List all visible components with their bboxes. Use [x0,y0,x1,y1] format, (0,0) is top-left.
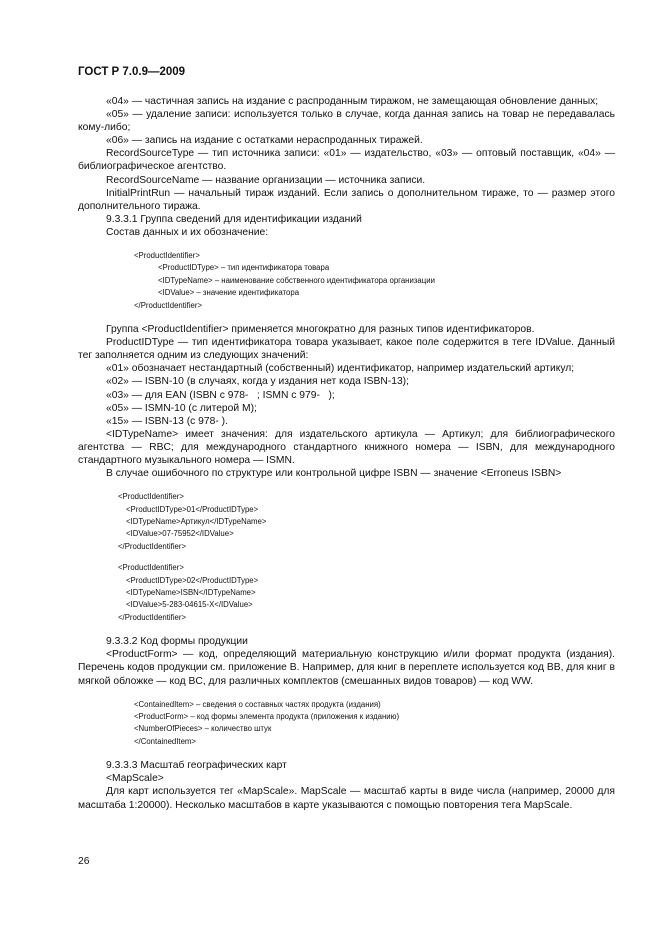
page-number: 26 [78,856,90,867]
paragraph: «01» обозначает нестандартный (собственный) идентификатор, например издательский артикул; [106,363,575,375]
code-block-contained-item [78,699,615,749]
paragraph: Для карт используется тег «MapScale». MapScale — масштаб карты в виде числа (например, 20000 для масштаба 1:20000). Несколько масштабов в карте указываются с помощью повторения тега MapScale. [78,786,615,811]
code-line: <ProductIdentifier> [134,251,200,261]
paragraph: «04» — частичная запись на издание с распроданным тиражом, не замещающая обновление данных; [106,96,599,107]
code-line: </ProductIdentifier> [134,300,203,310]
paragraph: <ProductForm> — код, определяющий материальную конструкцию и/или формат продукта (издания). Перечень кодов продукции см. приложение В. Например, для книг в переплете используется код BB, для книг в мягкой обложке — код BC, для различных комплектов (смешанных видов товаров) — код WW. [78,649,615,687]
code-line: </ProductIdentifier> [118,541,187,551]
code-block-identifier-structure [78,250,615,312]
code-line: <IDTypeName>Артикул</IDTypeName> [126,517,267,526]
paragraph: InitialPrintRun — начальный тираж изданий. Если запись о дополнительном тираже, то — размер этого дополнительного тиража. [78,187,615,212]
paragraph: «15» — ISBN-13 (с 978- ). [106,415,228,427]
paragraph: «05» — ISMN-10 (с литерой M); [106,402,257,414]
paragraph: В случае ошибочного по структуре или контрольной цифре ISBN — значение <Erroneus ISBN> [106,468,562,480]
code-line: <IDTypeName> – наименование собственного идентификатора организации [158,275,435,285]
code-line: <ProductIDType>01</ProductIDType> [126,504,259,514]
paragraph: ProductIDType — тип идентификатора товара указывает, какое поле содержится в теге IDValue. Данный тег заполняется одним из следующих значений: [78,337,615,362]
paragraph: «05» — удаление записи: используется только в случае, когда данная запись на товар не передавалась кому-либо; [78,109,615,134]
code-line: <ProductIdentifier> [118,492,184,502]
code-line: <IDValue> – значение идентификатора [158,288,300,298]
paragraph: «02» — ISBN-10 (в случаях, когда у издания нет кода ISBN-13); [106,376,409,388]
paragraph: Состав данных и их обозначение: [106,226,269,238]
section-heading-9-3-3-2: 9.3.3.2 Код формы продукции [106,636,248,648]
paragraph: «03» — для EAN (ISBN с 978- ; ISMN с 979- ); [106,389,335,401]
code-line: </ContainedItem> [134,736,196,746]
code-block-example-article [78,491,615,553]
code-line: <ProductForm> – код формы элемента продукта (приложения к изданию) [134,712,400,722]
code-line: <IDValue>07-75952</IDValue> [126,529,234,539]
paragraph: Группа <ProductIdentifier> применяется многократно для разных типов идентификаторов. [106,324,535,336]
code-line: <NumberOfPieces> – количество штук [134,724,272,734]
document-body [78,95,615,812]
code-line: <ContainedItem> – сведения о составных частях продукта (издания) [134,699,381,709]
paragraph: <MapScale> [106,773,164,785]
code-line: <ProductIdentifier> [118,563,184,573]
code-block-example-isbn [78,562,615,624]
paragraph: <IDTypeName> имеет значения: для издательского артикула — Артикул; для библиографического агентства — RBC; для международного стандартного книжного номера — ISBN, для международного стандартного музыкального номера — ISMN. [78,428,615,466]
paragraph: «06» — запись на издание с остатками нераспроданных тиражей. [106,135,423,147]
paragraph: RecordSourceName — название организации — источника записи. [106,174,426,186]
code-line: <IDValue>5-283-04615-X</IDValue> [126,600,253,610]
page-header-title: ГОСТ Р 7.0.9—2009 [78,66,186,78]
code-line: <ProductIDType>02</ProductIDType> [126,575,259,585]
code-line: <ProductIDType> – тип идентификатора товара [158,263,330,273]
code-line: </ProductIdentifier> [118,612,187,622]
section-heading-9-3-3-3: 9.3.3.3 Масштаб географических карт [106,760,287,772]
code-line: <IDTypeName>ISBN</IDTypeName> [126,588,256,598]
section-heading-9-3-3-1: 9.3.3.1 Группа сведений для идентификации изданий [106,213,362,225]
paragraph: RecordSourceType — тип источника записи: «01» — издательство, «03» — оптовый поставщик, «04» — библиографическое агентство. [78,148,615,173]
